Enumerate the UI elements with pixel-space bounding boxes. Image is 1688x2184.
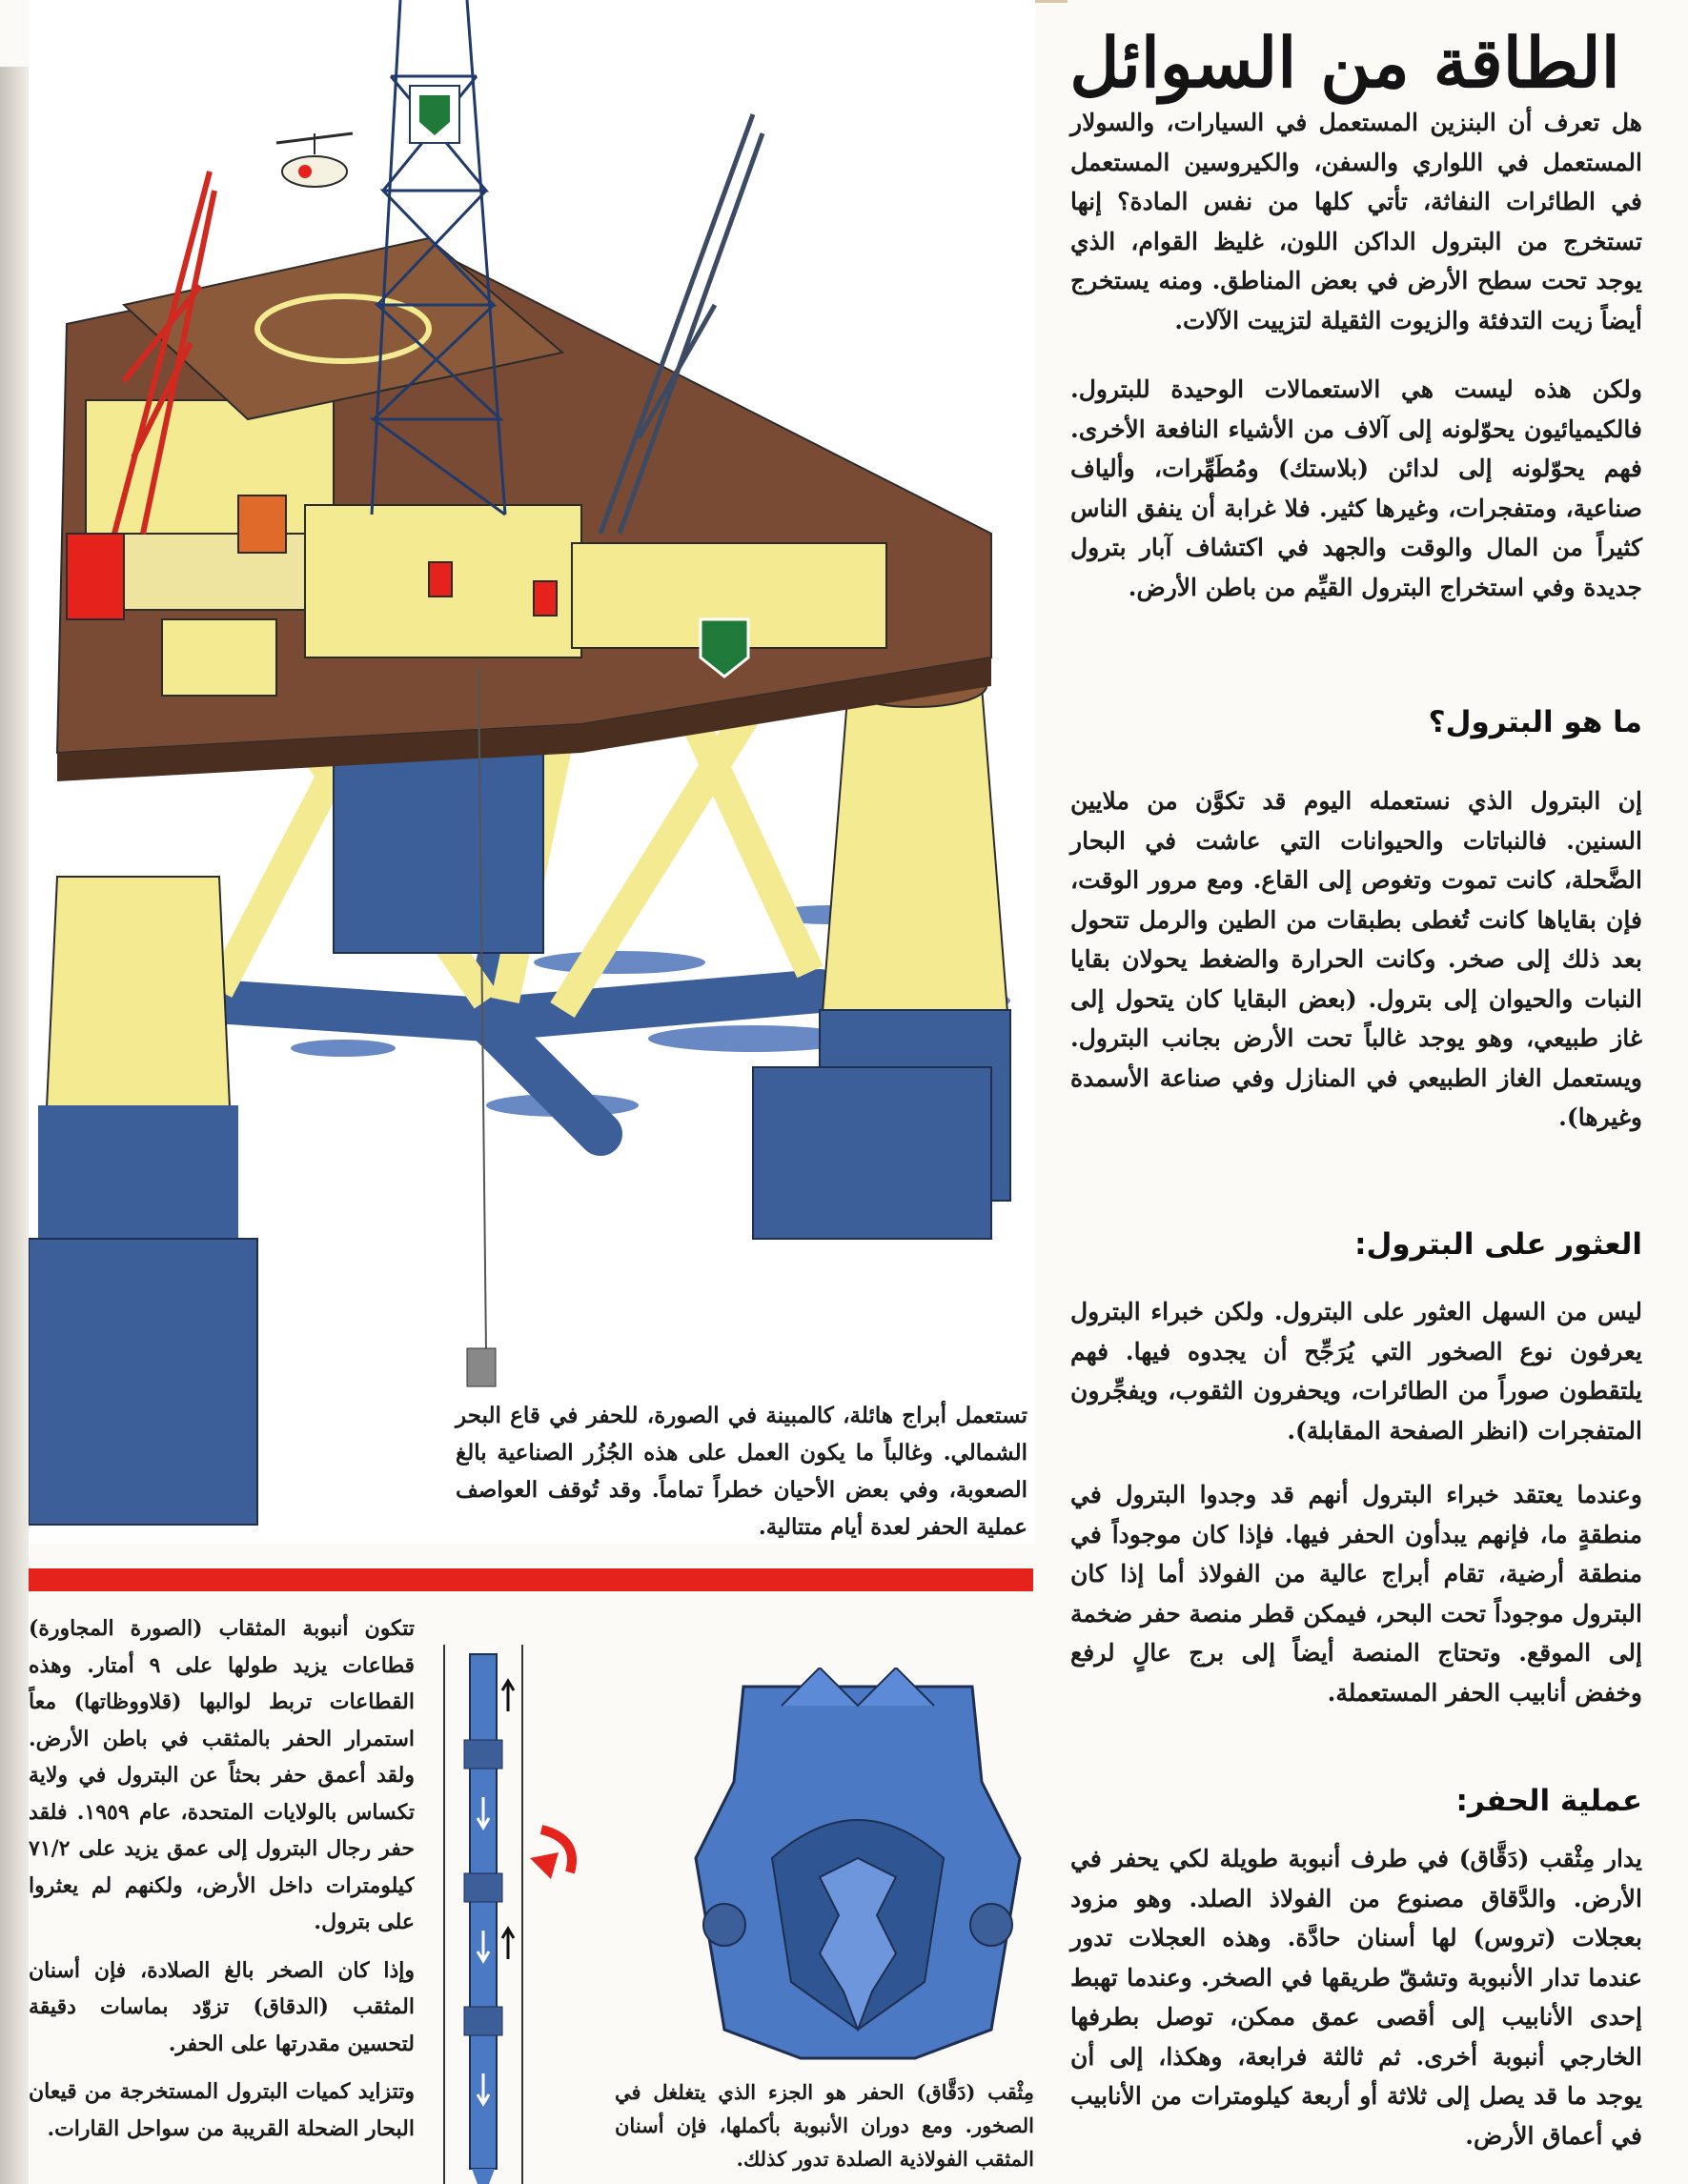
- rotation-arrow-icon: [522, 1820, 589, 1887]
- intro-paragraph-2: ولكن هذه ليست هي الاستعمالات الوحيدة للبترول. فالكيميائيون يحوّلونه إلى آلاف من الأشياء النافعة الأخرى. فهم يحوّلونه إلى لدائن (بلاستك) ومُطَهِّرات، وألياف صناعية، ومتفجرات، وغيرها كثير. فلا غرابة أن ينفق الناس كثيراً من المال والوقت والجهد في اكتشاف آبار بترول جديدة وفي استخراج البترول القيِّم من باطن الأرض.: [1070, 375, 1642, 601]
- section-find-text-2: [1070, 1475, 1642, 1712]
- find-paragraph-1: ليس من السهل العثور على البترول. ولكن خبراء البترول يعرفون نوع الصخور التي يُرَجِّح أن يجدوه فيها. فهم يلتقطون صوراً من الطائرات، ويحفرون الثقوب، ويفجِّرون المتفجرات (انظر الصفحة المقابلة).: [1070, 1298, 1642, 1445]
- intro-paragraph-1: هل تعرف أن البنزين المستعمل في السيارات، والسولار المستعمل في اللواري والسفن، والكيروسين المستعمل في الطائرات النفاثة، تأتي كلها من نفس المادة؟ إنها تستخرج من البترول الداكن اللون، غليظ القوام، الذي يوجد تحت سطح الأرض في بعض المناطق. ومنه يستخرج أيضاً زيت التدفئة والزيوت الثقيلة لتزييت الآلات.: [1070, 109, 1642, 334]
- red-divider: [29, 1568, 1033, 1591]
- left-column: [29, 877, 257, 1525]
- section-what-text: [1070, 781, 1642, 1138]
- intro-text-2: [1070, 370, 1642, 607]
- drill-bit-caption: [615, 2075, 1034, 2175]
- left-paragraph-3: وتتزايد كميات البترول المستخرجة من قيعان البحار الضحلة القريبة من سواحل القارات.: [29, 2079, 415, 2141]
- section-find-text: [1070, 1292, 1642, 1450]
- drill-bit-caption-text: مِثْقب (دَقَّاق) الحفر هو الجزء الذي يتغلغل في الصخور. ومع دوران الأنبوبة بأكملها، فإن أسنان المثقب الفولاذية الصلدة تدور كذلك.: [615, 2080, 1034, 2171]
- oil-platform-illustration: [29, 0, 1035, 1544]
- drill-bit-illustration: [667, 1668, 1048, 2068]
- page-title: الطاقة من السوائل: [1069, 22, 1620, 104]
- drill-pipe-diagram: [443, 1645, 558, 2184]
- section-drill-text: [1070, 1839, 1642, 2155]
- platform-caption-text: تستعمل أبراج هائلة، كالمبينة في الصورة، للحفر في قاع البحر الشمالي. وغالباً ما يكون العمل على هذه الجُزُر الصناعية بالغ الصعوبة، وفي بعض الأحيان خطراً تماماً. وقد تُوقف العواصف عملية الحفر لعدة أيام متتالية.: [456, 1403, 1027, 1540]
- intro-text: [1070, 103, 1642, 340]
- left-paragraph-2: وإذا كان الصخر بالغ الصلادة، فإن أسنان المثقب (الدقاق) تزوّد بماسات دقيقة لتحسين مقدرتها على الحفر.: [29, 1957, 415, 2056]
- heading-finding-oil: العثور على البترول:: [1354, 1227, 1642, 1262]
- page-gutter-shadow: [0, 67, 29, 2184]
- platform-caption: [456, 1397, 1027, 1546]
- heading-drilling: عملية الحفر:: [1455, 1784, 1642, 1818]
- left-column-text: [29, 1610, 415, 2158]
- left-paragraph-1: تتكون أنبوبة المثقاب (الصورة المجاورة) قطاعات يزيد طولها على ٩ أمتار. وهذه القطاعات تربط لوالبها (قلاووظاتها) معاً استمرار الحفر بالمثقب في باطن الأرض. ولقد أعمق حفر بحثاً عن البترول في ولاية تكساس بالولايات المتحدة، عام ١٩٥٩. فلقد حفر رجال البترول إلى عمق يزيد على ٧١/٢ كيلومترات داخل الأرض، ولكنهم لم يعثروا على بترول.: [29, 1616, 415, 1934]
- find-paragraph-2: وعندما يعتقد خبراء البترول أنهم قد وجدوا البترول في منطقةٍ ما، فإنهم يبدأون الحفر فيها. فإذا كان موجوداً في منطقة أرضية، تقام أبراج عالية من الفولاذ أما إذا كان البترول موجوداً تحت البحر، فيمكن قطر منصة حفر ضخمة إلى الموقع. وتحتاج المنصة أيضاً إلى برج عالٍ لرفع وخفض أنابيب الحفر المستعملة.: [1070, 1481, 1642, 1707]
- drill-paragraph: يدار مِثْقب (دَقَّاق) في طرف أنبوبة طويلة لكي يحفر في الأرض. والدَّقاق مصنوع من الفولاذ الصلد. وهو مزود بعجلات (تروس) لها أسنان حادَّة. وهذه العجلات تدور عندما تدار الأنبوبة وتشقّ طريقها في الصخر. وعندما تهبط إحدى الأنابيب إلى أقصى عمق ممكن، توصل بطرفها الخارجي أنبوبة أخرى. ثم ثالثة فرابعة، وهكذا، إلى أن يوجد ما قد يصل إلى ثلاثة أو أربعة كيلومترات من الأنابيب في أعماق الأرض.: [1070, 1845, 1642, 2150]
- what-paragraph: إن البترول الذي نستعمله اليوم قد تكوَّن من ملايين السنين. فالنباتات والحيوانات التي عاشت في البحار الضَّحلة، كانت تموت وتغوص إلى القاع. ومع مرور الوقت، فإن بقاياها كانت تُغطى بطبقات من الطين والرمل تتحول بعد ذلك إلى صخر. وكانت الحرارة والضغط يحولان بقايا النبات والحيوان إلى بترول. (بعض البقايا كان يتحول إلى غاز طبيعي، وهو يوجد غالباً تحت الأرض بجانب البترول. ويستعمل الغاز الطبيعي في المنازل وفي صناعة الأسمدة وغيرها).: [1070, 787, 1642, 1131]
- heading-what-is-oil: ما هو البترول؟: [1428, 705, 1642, 739]
